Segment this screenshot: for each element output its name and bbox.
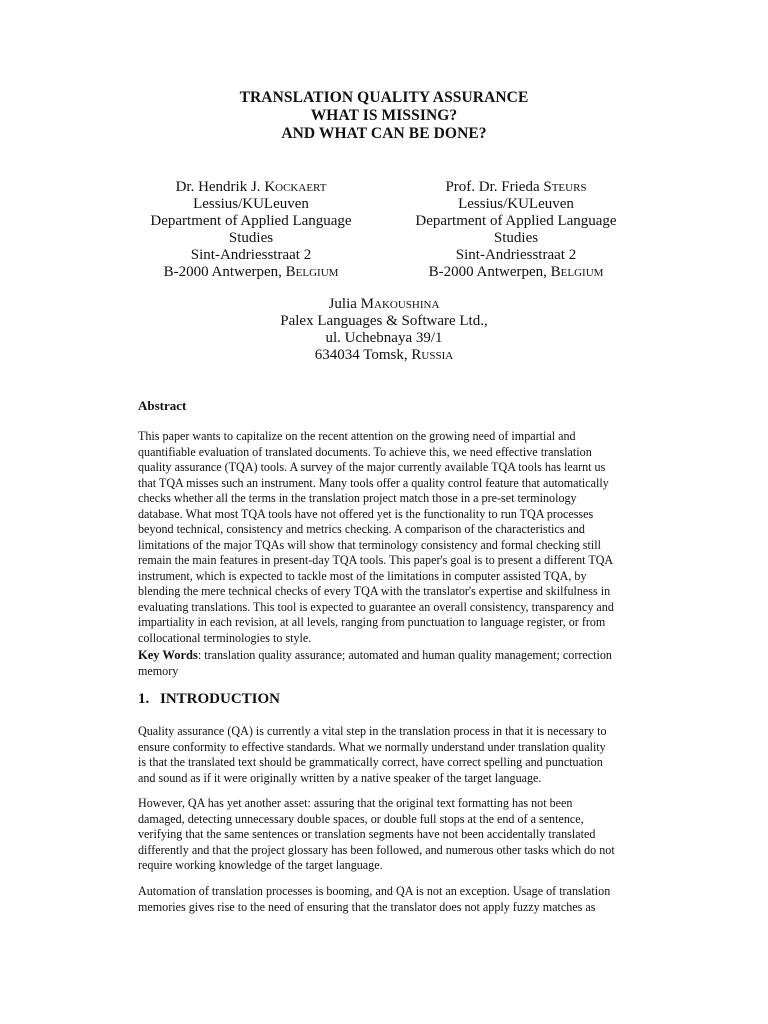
author-affiliation: Lessius/KULeuven — [193, 196, 309, 212]
author-name-prefix: Prof. Dr. Frieda — [445, 179, 544, 195]
author-country: Russia — [411, 347, 454, 363]
intro-paragraph-2 — [138, 796, 630, 874]
abstract-line: collocational terminologies to style. — [138, 630, 312, 645]
paragraph-line: Automation of translation processes is booming, and QA is not an exception. Usage of translation — [138, 884, 611, 898]
abstract-line: limitations of the major TQAs will show that terminology consistency and formal checking still — [138, 537, 601, 552]
author-name — [234, 296, 534, 313]
author-name — [405, 179, 627, 196]
title-line: AND WHAT CAN BE DONE? — [281, 125, 487, 142]
paragraph-line: require working knowledge of the target language. — [138, 858, 383, 872]
keywords-list: : translation quality assurance; automated and human quality management; correction — [197, 648, 612, 662]
author-department-cont: Studies — [493, 230, 539, 246]
author-surname: Kockaert — [264, 179, 327, 195]
paragraph-line: However, QA has yet another asset: assuring that the original text formatting has not been — [138, 796, 573, 810]
paragraph-line: differently and that the project glossary has been followed, and numerous other tasks which do not — [138, 842, 615, 857]
abstract-body — [138, 429, 630, 646]
author-street: Sint-Andriesstraat 2 — [190, 247, 312, 263]
author-surname: Makoushina — [360, 296, 440, 312]
keywords-block — [138, 648, 630, 679]
abstract-heading: Abstract — [138, 398, 187, 413]
author-name — [140, 179, 362, 196]
author-city-prefix: B-2000 Antwerpen, — [163, 264, 286, 280]
abstract-line: blending the mere technical checks of every TQA with the translator's expertise and skilfulness in — [138, 584, 611, 598]
author-country: Belgium — [285, 264, 339, 280]
paragraph-line: and sound as if it were originally written by a native speaker of the target language. — [138, 770, 542, 785]
paragraph-line: memories gives rise to the need of ensuring that the translator does not apply fuzzy matches as — [138, 899, 596, 914]
author-country: Belgium — [550, 264, 604, 280]
intro-paragraph-3 — [138, 884, 630, 915]
author-department: Department of Applied Language — [415, 213, 617, 229]
author-block-steurs — [405, 179, 627, 281]
author-street: Sint-Andriesstraat 2 — [455, 247, 577, 263]
title-line: TRANSLATION QUALITY ASSURANCE — [239, 89, 529, 106]
paragraph-line: damaged, detecting unnecessary double spaces, or double full stops at the end of a sentence, — [138, 811, 584, 826]
author-street: ul. Uchebnaya 39/1 — [325, 330, 443, 346]
author-city-prefix: B-2000 Antwerpen, — [428, 264, 551, 280]
intro-paragraph-1 — [138, 724, 630, 786]
paragraph-line: ensure conformity to effective standards. What we normally understand under translation quality — [138, 739, 606, 754]
abstract-line: instrument, which is expected to tackle most of the limitations in computer assisted TQA, by — [138, 568, 587, 583]
author-affiliation: Palex Languages & Software Ltd., — [280, 313, 488, 329]
abstract-line: beyond technical, consistency and metrics checking. A comparison of the characteristics and — [138, 522, 585, 536]
section-title: INTRODUCTION — [160, 691, 281, 707]
author-city — [140, 264, 362, 281]
author-affiliation: Lessius/KULeuven — [458, 196, 574, 212]
abstract-line: quantifiable evaluation of translated documents. To achieve this, we need effective translation — [138, 444, 592, 459]
paper-title — [0, 89, 768, 143]
abstract-line: checks whether all the terms in the translation project match those in a pre-set terminology — [138, 491, 577, 505]
abstract-line: This paper wants to capitalize on the recent attention on the growing need of impartial and — [138, 429, 576, 443]
abstract-line: evaluating translations. This tool is expected to guarantee an overall consistency, transparency and — [138, 599, 614, 614]
author-city-prefix: 634034 Tomsk, — [314, 347, 412, 363]
author-block-kockaert — [140, 179, 362, 281]
abstract-line: quality assurance (TQA) tools. A survey of the major currently available TQA tools has learnt us — [138, 460, 606, 474]
abstract-line: remain the main features in present-day TQA tools. This paper's goal is to present a different TQA — [138, 553, 614, 567]
keywords-line — [138, 648, 630, 664]
introduction-heading — [138, 690, 280, 708]
paragraph-line: is that the translated text should be grammatically correct, have correct spelling and punctuation — [138, 755, 603, 769]
paragraph-line: Quality assurance (QA) is currently a vital step in the translation process in that it is necessary to — [138, 724, 607, 738]
title-line: WHAT IS MISSING? — [310, 107, 458, 124]
author-city — [234, 347, 534, 364]
keywords-line-cont: memory — [138, 663, 179, 678]
abstract-line: database. What most TQA tools have not offered yet is the functionality to run TQA processes — [138, 506, 594, 521]
author-block-makoushina — [234, 296, 534, 364]
section-number: 1. — [138, 691, 150, 707]
author-name-prefix: Julia — [328, 296, 361, 312]
author-department: Department of Applied Language — [150, 213, 352, 229]
author-department-cont: Studies — [228, 230, 274, 246]
author-name-prefix: Dr. Hendrik J. — [175, 179, 265, 195]
author-city — [405, 264, 627, 281]
abstract-line: impartiality in each revision, at all levels, ranging from punctuation to language register, or from — [138, 615, 606, 629]
author-surname: Steurs — [543, 179, 587, 195]
abstract-line: that TQA misses such an instrument. Many tools offer a quality control feature that automatically — [138, 475, 609, 490]
paragraph-line: verifying that the same sentences or translation segments have not been accidentally translated — [138, 827, 596, 841]
keywords-label: Key Words — [138, 648, 198, 662]
